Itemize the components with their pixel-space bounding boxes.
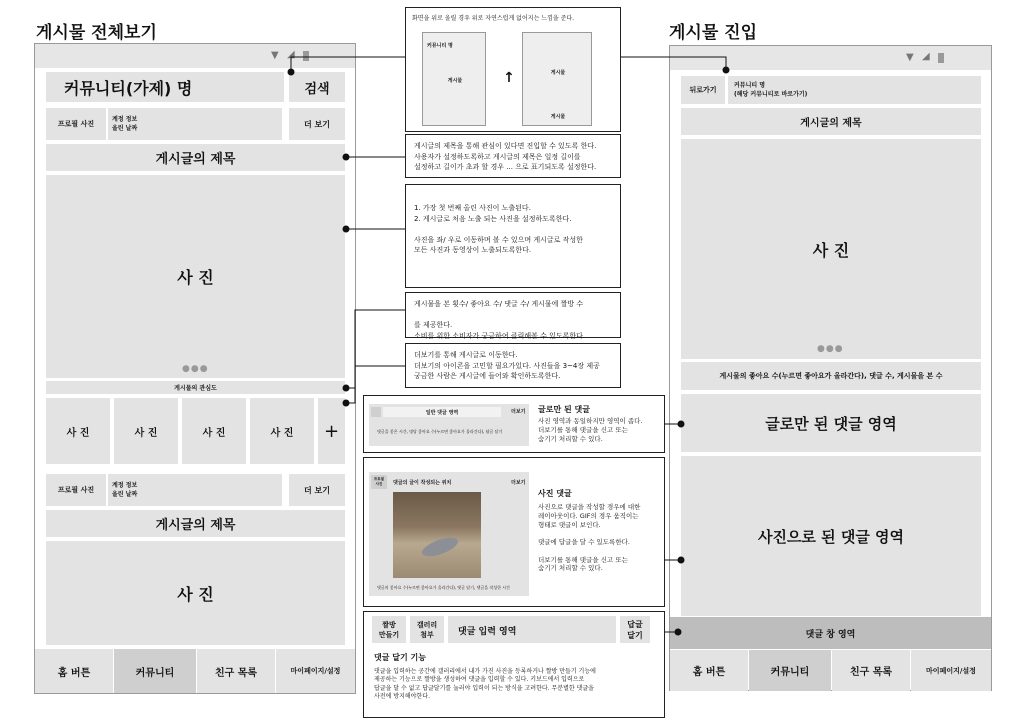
- profile-photo[interactable]: 프로필 사진: [46, 474, 106, 506]
- scroll-note: [405, 7, 621, 132]
- scroll-up-arrow-icon: ↑: [503, 70, 515, 86]
- back-button[interactable]: 뒤로가기: [681, 76, 725, 104]
- comment-input-field: 댓글 입력 영역: [448, 616, 616, 643]
- cat-photo: [393, 492, 481, 578]
- search-button[interactable]: 검색: [289, 72, 345, 102]
- photo-note: 1. 가장 첫 번째 올린 사진이 노출된다. 2. 게시글로 처음 노출 되는 사진을 설정하도록한다. 사진을 좌/ 우로 이동하며 볼 수 있으며 게시글로 작성한 모든 사진과 동영상이 노출되도록한다.: [405, 184, 621, 288]
- mini-text-body: 일반 댓글 영역: [383, 407, 501, 417]
- detail-post-title: 게시글의 제목: [681, 108, 981, 135]
- left-section-title: 게시물 전체보기: [36, 23, 157, 43]
- reply-note-title: 댓글 달기 기능: [374, 653, 426, 662]
- text-comment-note-title: 글로만 된 댓글: [538, 405, 590, 414]
- post-title[interactable]: 게시글의 제목: [46, 144, 345, 171]
- thumb-photo-3[interactable]: 사 진: [182, 398, 246, 464]
- nav-friends[interactable]: 친구 목록: [197, 649, 275, 693]
- detail-status-bar: [670, 46, 991, 70]
- title-note: 게시글의 제목을 통해 관심이 있다면 진입할 수 있도록 한다. 사용자가 설정하도록하고 게시글의 제목은 일정 길이를 설정하고 길이가 초과 할 경우 ... 으로 표기되도록 설정한다.: [405, 134, 621, 178]
- account-info: 계정 정보 올린 날짜: [108, 474, 282, 506]
- more-button[interactable]: 더 보기: [289, 474, 345, 506]
- post-title[interactable]: 게시글의 제목: [46, 510, 345, 537]
- scroll-note-text: 화면을 위로 올릴 경우 위로 자연스럽게 없어지는 느낌을 준다.: [412, 15, 575, 22]
- mini-avatar: 프로필 사진: [371, 475, 387, 489]
- mini-more: 더보기: [511, 480, 526, 486]
- mini-post-label: 게시물: [447, 78, 463, 84]
- mini-more: 더보기: [511, 409, 526, 415]
- mini-post-top-label: 게시물: [550, 70, 566, 76]
- pagination-dots: ●●●: [817, 344, 844, 354]
- gif-maker-button: 짤방 만들기: [372, 616, 406, 643]
- post-interest: 게시물의 관심도: [46, 381, 345, 394]
- thumb-photo-2[interactable]: 사 진: [114, 398, 178, 464]
- mini-post-bottom-label: 게시물: [550, 114, 566, 120]
- mini-meta: 댓글의 좋아요 수(누르면 좋아요가 올라간다), 댓글 달기, 댓글을 작성한 시간: [377, 585, 511, 590]
- photo-comment-mini: [369, 472, 529, 596]
- text-comment-note: [363, 395, 665, 453]
- post-photo-label: 사 진: [177, 268, 214, 287]
- more-note: 더보기를 통해 게시글로 이동한다. 더보기의 아이콘을 고민할 필요가있다. 사진들을 3~4장 제공 궁금한 사람은 게시글에 들어와 확인하도록한다.: [405, 343, 621, 388]
- thumb-photo-4[interactable]: 사 진: [250, 398, 314, 464]
- thumb-photo-1[interactable]: 사 진: [46, 398, 110, 464]
- reply-button: 답글 달기: [620, 616, 650, 643]
- mini-phone-after: [522, 32, 592, 126]
- text-comment-note-body: 사진 영역과 동일하지만 영역이 좁다. 더보기를 통해 댓글을 신고 또는 숨기기 처리할 수 있다.: [538, 417, 643, 443]
- community-link[interactable]: 커뮤니티 명 (해당 커뮤니티로 바로가기): [728, 76, 981, 104]
- wifi-icon: ▼: [906, 52, 914, 63]
- detail-stats[interactable]: 게시물의 좋아요 수(누르면 좋아요가 올라간다), 댓글 수, 게시물을 본 수: [681, 362, 981, 390]
- nav-home[interactable]: 홈 버튼: [670, 650, 748, 691]
- mini-photo-body: 댓글의 글이 작성되는 위치: [393, 480, 452, 486]
- interest-note: 게시물을 본 횟수/ 좋아요 수/ 댓글 수/ 게시물에 짤방 수 를 제공한다. 소비를 위한 소비자가 궁금하여 클릭해볼 수 있도록한다.: [405, 292, 621, 338]
- detail-photo-label: 사 진: [812, 240, 850, 260]
- community-header: [46, 72, 284, 102]
- battery-icon: [303, 51, 309, 61]
- battery-icon: [938, 53, 944, 63]
- detail-photo[interactable]: [681, 139, 981, 359]
- reply-note: [363, 611, 665, 718]
- nav-mypage[interactable]: 마이페이지/설정: [276, 649, 355, 693]
- comment-input-area[interactable]: 댓글 창 영역: [670, 617, 991, 649]
- mini-community-label: 커뮤니티 명: [427, 43, 453, 49]
- photo-comment-note-body: 사진으로 댓글을 작성할 경우에 대한 레이아웃이다. GIF의 경우 움직이는 형태로 댓글이 보인다. 댓글에 답글을 달 수 있도록한다. 더보기를 통해 댓글을 신고 또는 숨기기 처리할 수 있다.: [538, 503, 641, 573]
- nav-friends[interactable]: 친구 목록: [832, 650, 910, 691]
- mini-phone-before: [422, 32, 486, 126]
- photo-comment-note: [363, 457, 665, 607]
- text-comment-mini: [369, 404, 529, 446]
- nav-community[interactable]: 커뮤니티: [114, 649, 196, 693]
- plus-icon[interactable]: +: [318, 398, 345, 464]
- mini-meta: 댓글을 좋은 시간, 명당 좋아요 수(누르면 좋아요가 올라간다), 답글 달기: [377, 429, 503, 434]
- signal-icon: ◢: [287, 49, 295, 60]
- photo-comment-note-title: 사진 댓글: [538, 489, 572, 498]
- signal-icon: ◢: [922, 51, 930, 62]
- post-photo-label: 사 진: [177, 584, 214, 604]
- community-title: 커뮤니티(가제) 명: [64, 78, 193, 98]
- account-info: 계정 정보 올린 날짜: [108, 108, 282, 140]
- gallery-attach-button: 갤러리 첨부: [410, 616, 444, 643]
- profile-photo[interactable]: 프로필 사진: [46, 108, 106, 140]
- feed-status-bar: [35, 44, 355, 68]
- nav-home[interactable]: 홈 버튼: [35, 649, 113, 693]
- right-section-title: 게시물 진입: [669, 23, 758, 43]
- pagination-dots: ●●●: [182, 364, 209, 374]
- mini-avatar: [371, 407, 381, 417]
- photo-comment-area[interactable]: 사진으로 된 댓글 영역: [681, 456, 981, 616]
- cat-shape: [420, 534, 460, 560]
- nav-mypage[interactable]: 마이페이지/설정: [911, 650, 991, 691]
- wifi-icon: ▼: [271, 50, 279, 61]
- post-photo[interactable]: [46, 541, 345, 645]
- nav-community[interactable]: 커뮤니티: [749, 650, 831, 691]
- post-photo[interactable]: [46, 175, 345, 378]
- more-button[interactable]: 더 보기: [289, 108, 345, 140]
- reply-note-body: 댓글을 입력하는 공간에 갤러리에서 내가 가진 사진을 등록하거나 짤방 만들기 기능에 제공하는 기능으로 짤방을 생성하여 댓글을 입력할 수 있다. 키보드에서 입력으로 답글을 달 수 없고 답글달기를 눌러야 입력이 되는 방식을 고려한다. 무분별한 댓글을 사전에 방지해야한다.: [374, 668, 596, 701]
- text-comment-area[interactable]: 글로만 된 댓글 영역: [681, 394, 981, 452]
